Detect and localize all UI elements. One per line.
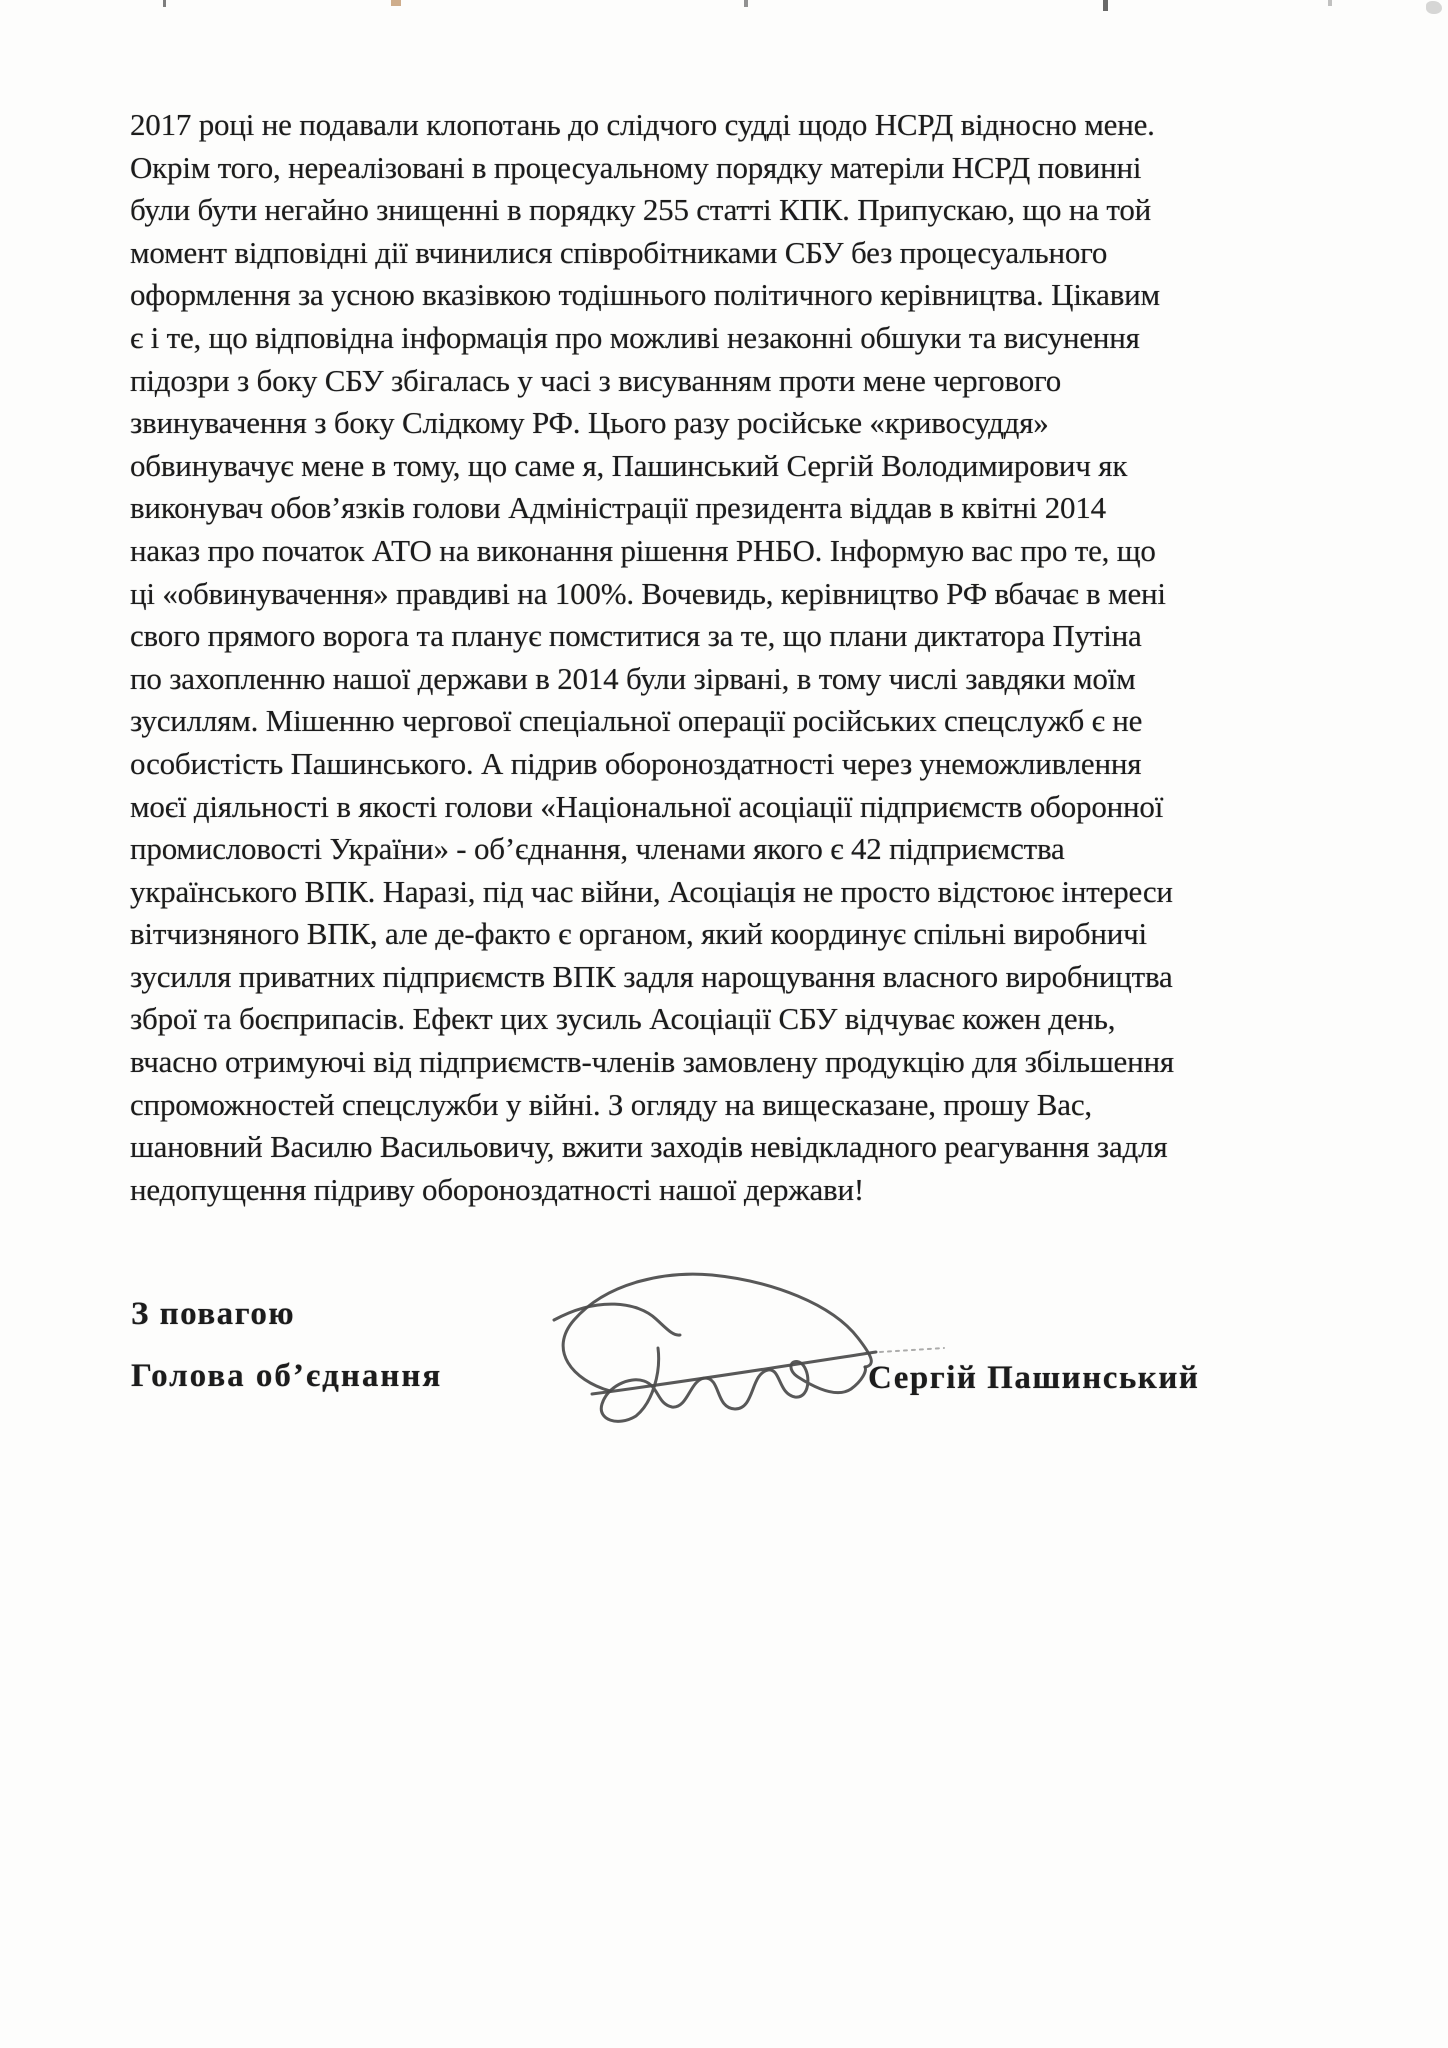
body-line: промисловості України» - об’єднання, членами якого є 42 підприємства (130, 831, 1065, 867)
scan-artifact (744, 0, 748, 7)
body-line: недопущення підриву обороноздатності нашої держави! (130, 1171, 865, 1207)
scan-artifact (391, 0, 401, 6)
body-line: наказ про початок АТО на виконання рішення РНБО. Інформую вас про те, що (130, 532, 1156, 568)
body-line: є і те, що відповідна інформація про можливі незаконні обшуки та висунення (130, 319, 1140, 355)
body-line: 2017 році не подавали клопотань до слідчого судді щодо НСРД відносно мене. (130, 107, 1155, 142)
scan-artifact (1426, 1, 1442, 14)
body-line: момент відповідні дії вчинилися співробітниками СБУ без процесуального (130, 234, 1108, 270)
body-line: вітчизняного ВПК, але де-факто є органом, який координує спільні виробничі (130, 916, 1147, 952)
body-line: виконувач обов’язків голови Адміністрації президента віддав в квітні 2014 (130, 490, 1106, 526)
letter-body (130, 104, 1360, 1211)
body-line: зброї та боєприпасів. Ефект цих зусиль Асоціації СБУ відчуває кожен день, (130, 1001, 1116, 1037)
body-line: зусилля приватних підприємств ВПК задля нарощування власного виробництва (130, 958, 1173, 994)
body-line: спроможностей спецслужби у війні. З огляду на вищесказане, прошу Вас, (130, 1086, 1092, 1122)
body-line: особистість Пашинського. А підрив обороноздатності через унеможливлення (130, 745, 1142, 781)
body-line: оформлення за усною вказівкою тодішнього політичного керівництва. Цікавим (130, 277, 1160, 313)
body-line: були бути негайно знищенні в порядку 255 статті КПК. Припускаю, що на той (130, 192, 1152, 228)
body-line: обвинувачує мене в тому, що саме я, Пашинський Сергій Володимирович як (130, 447, 1128, 483)
body-line: звинувачення з боку Слідкому РФ. Цього разу російське «кривосуддя» (130, 405, 1049, 441)
body-line: шановний Василю Васильовичу, вжити заходів невідкладного реагування задля (130, 1129, 1168, 1165)
body-line: по захопленню нашої держави в 2014 були зірвані, в тому числі завдяки моїм (130, 660, 1136, 696)
signer-title: Голова об’єднання (131, 1358, 443, 1394)
signer-name: Сергій Пашинський (868, 1360, 1200, 1396)
body-line: Окрім того, нереалізовані в процесуальному порядку матеріли НСРД повинні (130, 149, 1142, 185)
scan-artifact (1103, 0, 1108, 11)
body-line: підозри з боку СБУ збігалась у часі з висуванням проти мене чергового (130, 362, 1062, 398)
scan-artifact (1328, 0, 1332, 6)
body-line: ці «обвинувачення» правдиві на 100%. Вочевидь, керівництво РФ вбачає в мені (130, 575, 1166, 611)
closing-salutation: З повагою (131, 1296, 296, 1332)
body-line: українського ВПК. Наразі, під час війни, Асоціація не просто відстоює інтереси (130, 873, 1173, 909)
signature-scribble (540, 1258, 1020, 1443)
body-line: моєї діяльності в якості голови «Національної асоціації підприємств оборонної (130, 788, 1164, 824)
body-line: вчасно отримуючі від підприємств-членів замовлену продукцію для збільшення (130, 1044, 1174, 1080)
body-line: свого прямого ворога та планує помститися за те, що плани диктатора Путіна (130, 618, 1142, 654)
body-line: зусиллям. Мішенню чергової спеціальної операції російських спецслужб є не (130, 703, 1143, 739)
scan-artifact (163, 0, 166, 7)
